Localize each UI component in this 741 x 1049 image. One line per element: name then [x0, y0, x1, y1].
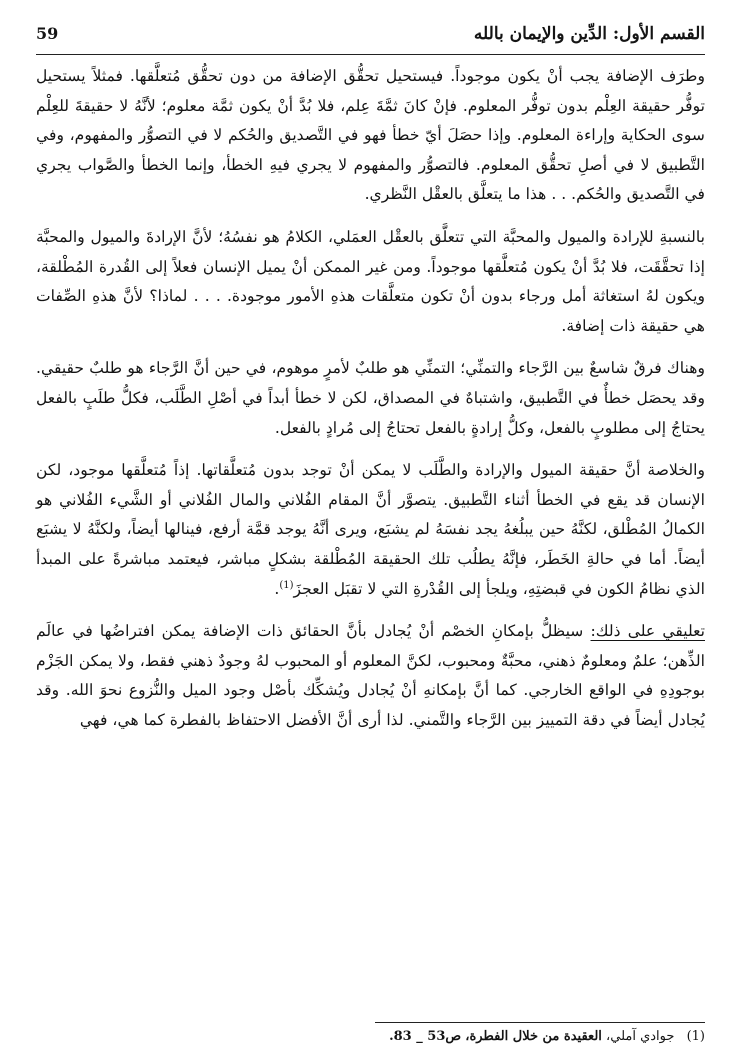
comment-paragraph	[36, 617, 705, 735]
comment-lead: تعليقي على ذلك:	[590, 622, 705, 641]
footnote-rule	[375, 1022, 705, 1023]
paragraph-4: والخلاصة أنَّ حقيقة الميول والإرادة والطَّلَب لا يمكن أنْ توجد بدون مُتعلَّقاتها. إذاً مُتعلَّقها موجود، لكن الإنسان قد يقع في الخطأ أثناء التَّطبيق. يتصوَّر أنَّ المقام الفُلاني والمال الفُلاني أو الشَّيء الفُلاني هو الكمالُ المُطْلق، لكنَّهُ حين يبلُغهُ يجد نفسَهُ لم يشبَع، ويرى أنَّهُ يوجد قمَّة أرفع، فينالها أيضاً، ولكنَّهُ لا يشبَع أيضاً. أما في حالةِ الخَطَر، فإنَّهُ يطلُب تلك الحقيقة المُطْلقة بشكلٍ مباشر، فيعتمد مباشرةً على المبدأ الذي نظامُ الكون في قبضتِهِ، ويلجأ إلى القُدْرةِ التي لا تقبَل العجزَ$^{(1)}$.	[36, 461, 705, 598]
footnote	[36, 1028, 705, 1046]
page-header	[36, 24, 705, 50]
footnote-source: العقيدة من خلال الفطرة،	[465, 1029, 602, 1044]
body-text	[36, 62, 705, 735]
paragraph-2: بالنسبةِ للإرادة والميول والمحبَّة التي تتعلَّق بالعقْل العمَلي، الكلامُ هو نفسُهُ؛ لأنَّ الإرادةَ والميول والمحبَّة إذا تحقَّقَت، فلا بُدَّ أنْ يكون مُتعلَّقها موجوداً. ومن غير الممكن أنْ يميل الإنسان فعلاً إلى القُدرة المُطْلقة، ويكون لهُ استغاثة أمل ورجاء بدون أنْ تكون متعلَّقات هذهِ الأمور موجودة. . . . لماذا؟ لأنَّ هذهِ الصِّفات هي حقيقة ذات إضافة.	[36, 227, 705, 335]
section-title: القسم الأول: الدِّين والإيمان بالله	[473, 24, 705, 44]
comment-text: سيظلُّ بإمكانِ الخصْم أنْ يُجادل بأنَّ الحقائق ذات الإضافة يمكن افتراضُها في عالَم الذِّهن؛ علمٌ ومعلومٌ ذهني، محبَّةٌ ومحبوب، لكنَّ المعلوم أو المحبوب لهُ وجودٌ ذهني فقط، ولا يمكن الجَزْم بوجودِهِ في الواقع الخارجي. كما أنَّ بإمكانهِ أنْ يُجادل ويُشكِّك بأصْل وجود الميل والنُّزوع نحوَ الله. وقد يُجادل أيضاً في دقة التمييز بين الرَّجاء والتَّمني. لذا أرى أنَّ الأفضل الاحتفاظ بالفطرة كما هي، فهي	[36, 622, 705, 729]
header-rule	[36, 54, 705, 55]
footnote-author: جوادي آملي،	[606, 1029, 675, 1044]
paragraph-1: وطرَف الإضافة يجب أنْ يكون موجوداً. فيستحيل تحقُّق الإضافة من دون تحقُّق مُتعلَّقها. فمثلاً يستحيل توفُّر حقيقة العِلْم بدون توفُّر المعلوم. فإنْ كانَ ثمَّةَ عِلم، فلا بُدَّ أنْ يكون ثمَّة معلوم؛ لأنَّهُ لا حقيقةَ للعِلْم سوى الحكاية وإراءة المعلوم. وإذا حصَلَ أيّ خطأ فهو في التَّصديق والحُكم لا في التصوُّر والمفهوم، وفي التَّطبيق لا في أصلِ تحقُّق المعلوم. فالتصوُّر والمفهوم لا يجري فيهِ الخطأ، وإنما الخطأ والصَّواب يجري في التَّصديق والحُكم. . . هذا ما يتعلَّق بالعقْل النَّظري.	[36, 67, 705, 204]
page-number: 59	[36, 24, 59, 43]
footnote-reference: (1)	[279, 579, 294, 591]
footnote-marker: (1)	[686, 1029, 705, 1044]
footnote-pages: ص53 _ 83.	[389, 1029, 462, 1044]
paragraph-4-text: والخلاصة أنَّ حقيقة الميول والإرادة والطَّلَب لا يمكن أنْ توجد بدون مُتعلَّقاتها. إذاً مُتعلَّقها موجود، لكن الإنسان قد يقع في الخطأ أثناء التَّطبيق. يتصوَّر أنَّ المقام الفُلاني والمال الفُلاني أو الشَّيء الفُلاني هو الكمالُ المُطْلق، لكنَّهُ حين يبلُغهُ يجد نفسَهُ لم يشبَع، ويرى أنَّهُ يوجد قمَّة أرفع، فينالها أيضاً، ولكنَّهُ لا يشبَع أيضاً. أما في حالةِ الخَطَر، فإنَّهُ يطلُب تلك الحقيقة المُطْلقة بشكلٍ مباشر، فيعتمد مباشرةً على المبدأ الذي نظامُ الكون في قبضتِهِ، ويلجأ إلى القُدْرةِ التي لا تقبَل العجزَ	[36, 461, 705, 598]
paragraph-3: وهناك فرقٌ شاسعٌ بين الرَّجاء والتمنِّي؛ التمنِّي هو طلبٌ لأمرٍ موهوم، في حين أنَّ الرَّجاء هو طلبٌ حقيقي. وقد يحصَل خطأٌ في التَّطبيق، واشتباهٌ في المصداق، لكن لا خطأ أبداً في أصْلِ الطَّلَب، فكلُّ طلَبٍ بالفعل يحتاجُ إلى مطلوبٍ بالفعل، وكلُّ إرادةٍ بالفعل تحتاجُ إلى مُرادٍ بالفعل.	[36, 359, 705, 437]
